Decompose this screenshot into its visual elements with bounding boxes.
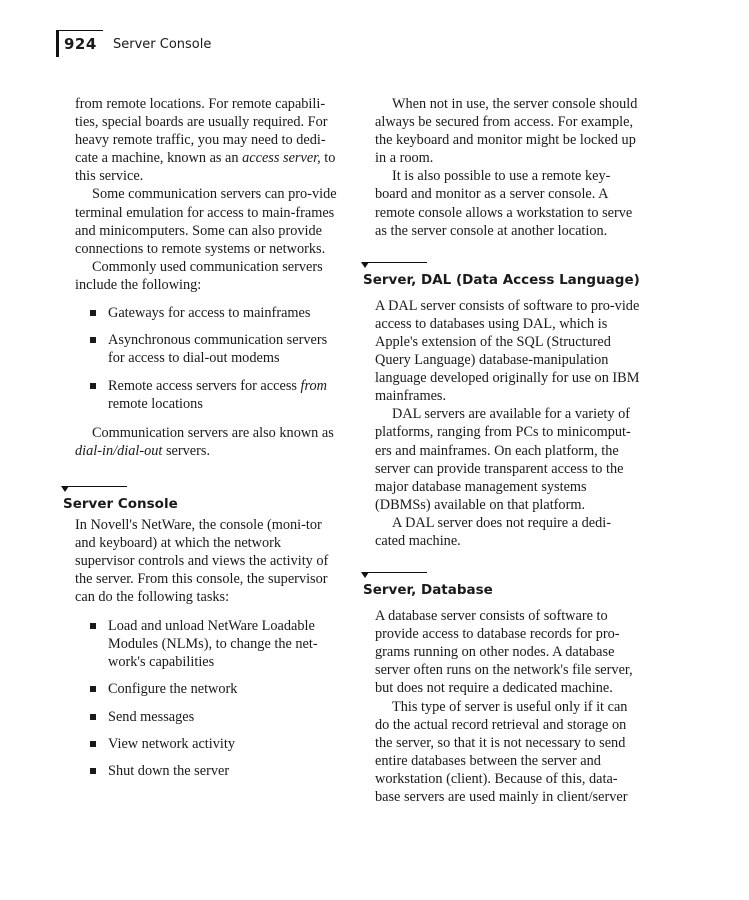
bullet-icon: [90, 686, 96, 692]
heading-marker-icon: [361, 262, 369, 268]
paragraph: A DAL server consists of software to pro-vide access to databases using DAL, which is Apple's extension of the SQL (Structured Query Language) database-manipulation language developed originally for use on IBM mainframes.: [375, 297, 640, 405]
paragraph: Commonly used communication servers include the following:: [75, 258, 323, 293]
bullet-icon: [90, 337, 96, 343]
paragraph: A DAL server does not require a dedi-cated machine.: [375, 514, 612, 549]
paragraph: Communication servers are also known as dial-in/dial-out servers.: [75, 424, 334, 459]
heading-marker-icon: [61, 486, 69, 492]
page-number: 924: [64, 35, 97, 53]
list-item: Load and unload NetWare Loadable Modules (NLMs), to change the net-work's capabilities: [75, 617, 341, 671]
bullet-icon: [90, 714, 96, 720]
list-item: Remote access servers for access from remote locations: [75, 377, 341, 413]
paragraph: It is also possible to use a remote key-board and monitor as a server console. A remote console allows a workstation to serve as the server console at another location.: [375, 168, 633, 239]
heading-marker-icon: [361, 572, 369, 578]
list-item: Asynchronous communication servers for access to dial-out modems: [75, 331, 341, 367]
bullet-icon: [90, 310, 96, 316]
paragraph: When not in use, the server console should always be secured from access. For example, the keyboard and monitor might be locked up in a room.: [375, 96, 638, 167]
running-title: Server Console: [113, 37, 212, 52]
paragraph: In Novell's NetWare, the console (moni-tor and keyboard) at which the network supervisor controls and views the activity of the server. From this console, the supervisor can do the following tasks:: [75, 516, 329, 606]
list-item: Shut down the server: [75, 762, 341, 780]
list-item: Send messages: [75, 708, 341, 726]
bullet-icon: [90, 383, 96, 389]
left-column: [63, 95, 341, 780]
heading-text: Server, Database: [363, 582, 493, 599]
heading-rule: [363, 572, 427, 573]
bullet-icon: [90, 623, 96, 629]
section-heading-server-dal: [363, 262, 640, 297]
list-item: Gateways for access to mainframes: [75, 304, 341, 322]
paragraph: Some communication servers can pro-vide terminal emulation for access to main-frames and minicomputers. Some can also provide connections to remote systems or networks.: [75, 186, 337, 257]
paragraph: from remote locations. For remote capabili-ties, special boards are usually required. For heavy remote traffic, you may need to dedi-cate a machine, known as an access server, to this service.: [75, 96, 336, 185]
heading-rule: [363, 262, 427, 263]
heading-rule: [63, 486, 127, 487]
paragraph: This type of server is useful only if it can do the actual record retrieval and storage on the server, so that it is not necessary to send entire databases between the server and workstation (client). Because of this, data-base servers are used mainly in client/server: [375, 698, 628, 805]
bullet-icon: [90, 741, 96, 747]
paragraph: DAL servers are available for a variety of platforms, ranging from PCs to minicomput-ers and mainframes. On each platform, the server can provide transparent access to the major database management systems (DBMSs) available on that platform.: [375, 406, 631, 513]
heading-text: Server Console: [63, 495, 178, 512]
list-item: View network activity: [75, 735, 341, 753]
right-column: [363, 95, 640, 806]
bullet-icon: [90, 768, 96, 774]
section-heading-server-console: [63, 486, 341, 516]
paragraph: A database server consists of software to provide access to database records for pro-grams running on other nodes. A database server often runs on the network's file server, but does not require a dedicated machine.: [375, 608, 633, 697]
heading-text: Server, DAL (Data Access Language): [363, 271, 640, 288]
section-heading-server-database: [363, 572, 640, 607]
list-item: Configure the network: [75, 680, 341, 698]
